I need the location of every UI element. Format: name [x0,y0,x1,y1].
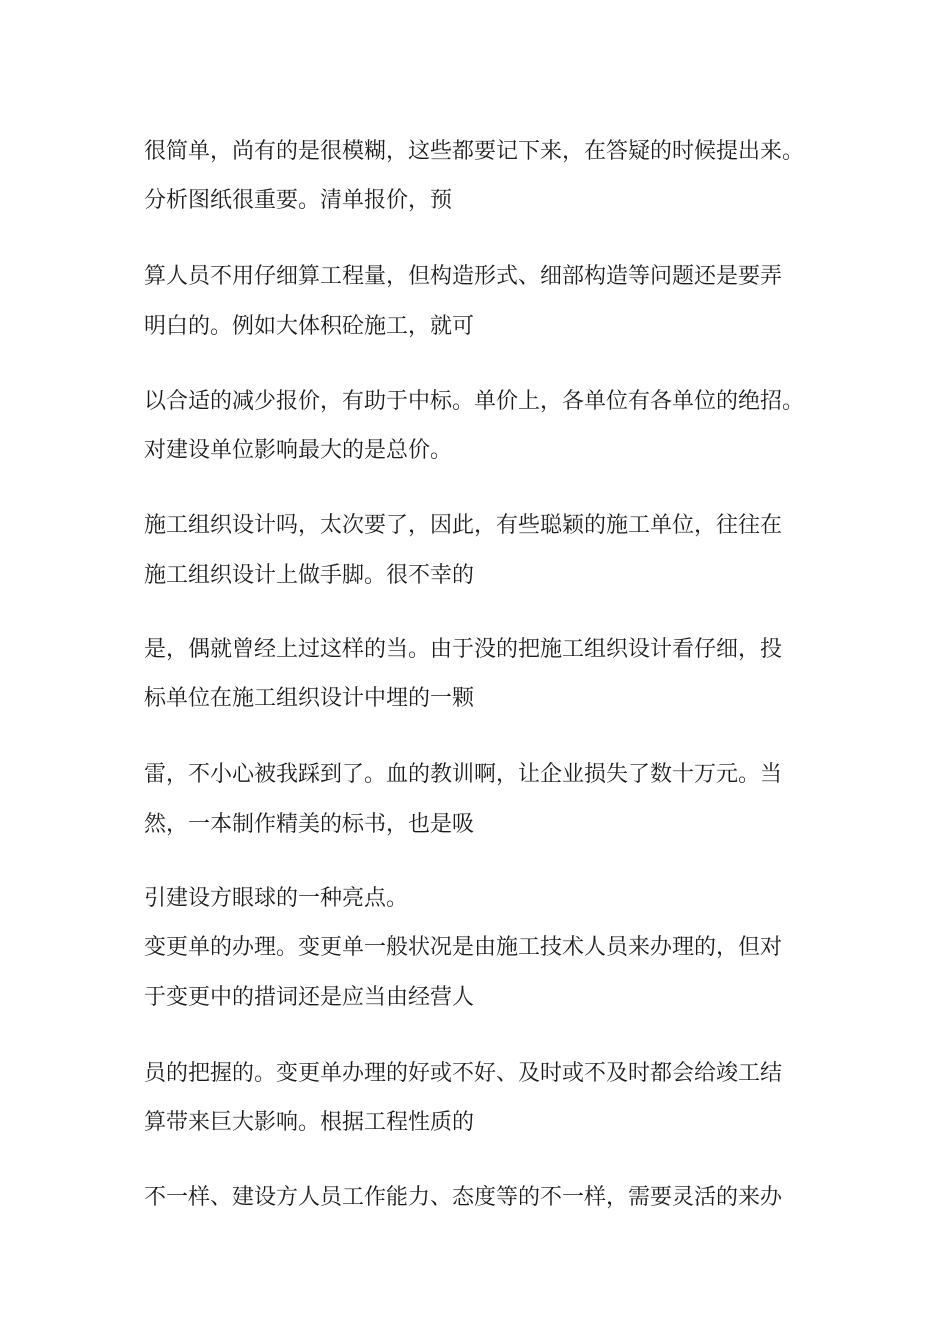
text-line: 变更单的办理。变更单一般状况是由施工技术人员来办理的，但对 [144,935,783,960]
text-line: 员的把握的。变更单办理的好或不好、及时或不及时都会给竣工结 [144,1061,783,1086]
text-line: 标单位在施工组织设计中埋的一颗 [144,686,475,711]
text-line: 是，偶就曾经上过这样的当。由于没的把施工组织设计看仔细，投 [144,637,783,662]
text-line: 算人员不用仔细算工程量，但构造形式、细部构造等问题还是要弄 [144,264,783,289]
text-line: 施工组织设计吗，太次要了，因此，有些聪颖的施工单位，往往在 [144,513,783,538]
text-line: 施工组织设计上做手脚。很不幸的 [144,563,475,588]
text-line: 然，一本制作精美的标书，也是吸 [144,812,475,837]
text-line: 明白的。例如大体积砼施工，就可 [144,314,475,339]
text-line: 以合适的减少报价，有助于中标。单价上，各单位有各单位的绝招。 [144,389,805,414]
text-line: 很简单，尚有的是很模糊，这些都要记下来，在答疑的时候提出来。 [144,139,805,164]
text-line: 引建设方眼球的一种亮点。 [144,886,409,911]
text-line: 分析图纸很重要。清单报价，预 [144,188,453,213]
text-line: 雷，不小心被我踩到了。血的教训啊，让企业损失了数十万元。当 [144,762,783,787]
text-line: 对建设单位影响最大的是总价。 [144,438,453,463]
text-line: 于变更中的措词还是应当由经营人 [144,985,475,1010]
text-line: 算带来巨大影响。根据工程性质的 [144,1110,475,1135]
text-line: 不一样、建设方人员工作能力、态度等的不一样，需要灵活的来办 [144,1185,783,1210]
